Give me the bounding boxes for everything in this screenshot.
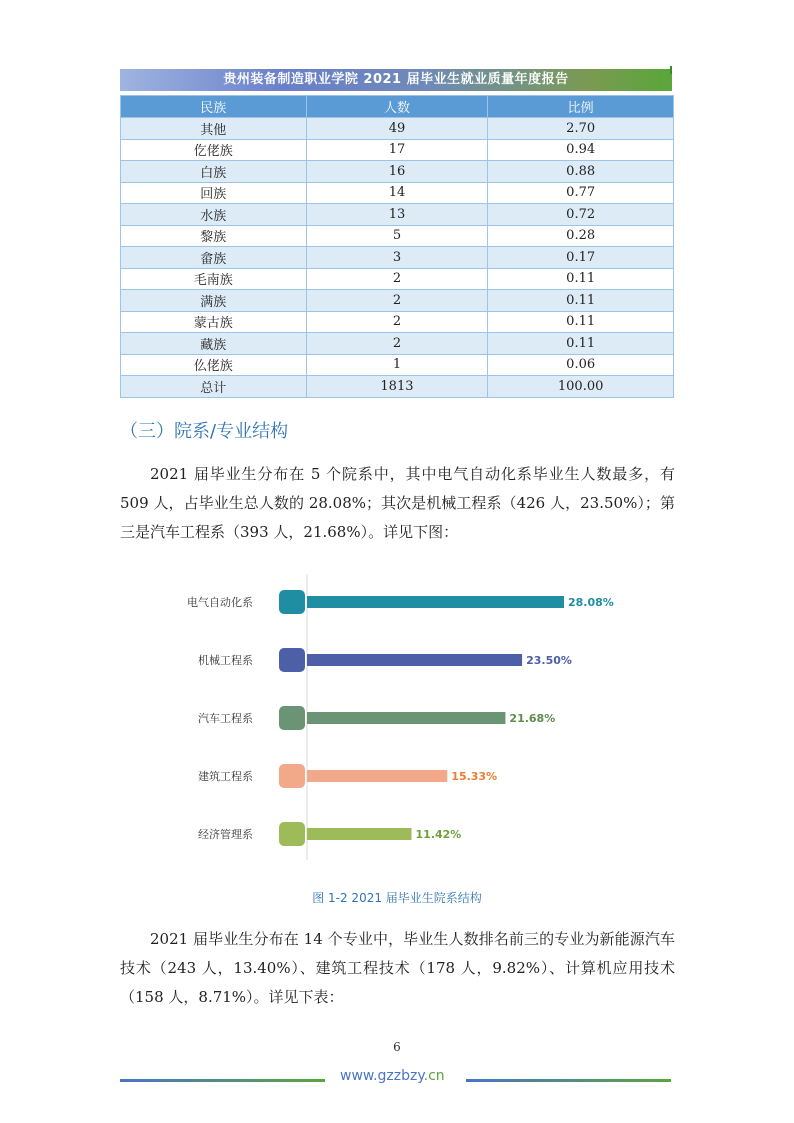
category-marker [279, 822, 305, 846]
cell-count: 13 [306, 204, 488, 226]
cell-ethnicity: 满族 [121, 290, 307, 312]
data-label: 15.33% [451, 770, 498, 783]
table-row [121, 182, 674, 204]
table-total-row [121, 376, 674, 398]
cell-ratio: 0.88 [488, 161, 674, 183]
paragraph-majors: 2021 届毕业生分布在 14 个专业中，毕业生人数排名前三的专业为新能源汽车技术（243 人，13.40%）、建筑工程技术（178 人，9.82%）、计算机应用技术（158 人，8.71%）。详见下表： [120, 930, 675, 1006]
cell-count: 2 [306, 311, 488, 333]
cell-count: 49 [306, 118, 488, 140]
section-heading: （三）院系/专业结构 [120, 421, 289, 442]
cell-ethnicity: 毛南族 [121, 268, 307, 290]
cell-count: 1813 [306, 376, 488, 398]
report-header-band [120, 69, 672, 91]
cell-ethnicity: 黎族 [121, 225, 307, 247]
col-header-count: 人数 [306, 96, 488, 118]
cell-ethnicity: 畲族 [121, 247, 307, 269]
table-header-row [121, 96, 674, 118]
cell-ratio: 2.70 [488, 118, 674, 140]
cell-ratio: 0.11 [488, 290, 674, 312]
table-row [121, 225, 674, 247]
cell-count: 3 [306, 247, 488, 269]
cell-ratio: 0.77 [488, 182, 674, 204]
cell-ethnicity: 蒙古族 [121, 311, 307, 333]
data-label: 28.08% [568, 596, 614, 609]
table-row [121, 204, 674, 226]
bar [307, 828, 412, 840]
table-row [121, 268, 674, 290]
cell-count: 2 [306, 268, 488, 290]
cell-count: 14 [306, 182, 488, 204]
cell-count: 2 [306, 333, 488, 355]
table-row [121, 247, 674, 269]
category-label: 汽车工程系 [198, 712, 253, 725]
category-label: 经济管理系 [198, 828, 253, 841]
cell-ratio: 0.11 [488, 268, 674, 290]
header-tick [670, 66, 672, 74]
cell-ethnicity: 仫佬族 [121, 354, 307, 376]
cell-ratio: 0.17 [488, 247, 674, 269]
bar [307, 654, 522, 666]
category-label: 机械工程系 [198, 654, 253, 667]
cell-ratio: 100.00 [488, 376, 674, 398]
cell-count: 17 [306, 139, 488, 161]
footer-url-tld: .cn [423, 1068, 445, 1084]
cell-ethnicity: 回族 [121, 182, 307, 204]
category-marker [279, 764, 305, 788]
table-row [121, 118, 674, 140]
cell-ethnicity: 水族 [121, 204, 307, 226]
cell-ethnicity: 仡佬族 [121, 139, 307, 161]
table-row [121, 333, 674, 355]
cell-count: 16 [306, 161, 488, 183]
page-number: 6 [393, 1040, 401, 1054]
table-row [121, 161, 674, 183]
cell-ratio: 0.11 [488, 311, 674, 333]
footer-url-domain: www.gzzbzy [340, 1068, 424, 1084]
data-label: 23.50% [526, 654, 572, 667]
table-row [121, 139, 674, 161]
col-header-ethnicity: 民族 [121, 96, 307, 118]
footer-divider-left [120, 1079, 325, 1082]
table-row [121, 354, 674, 376]
cell-ratio: 0.72 [488, 204, 674, 226]
category-marker [279, 648, 305, 672]
cell-ratio: 0.94 [488, 139, 674, 161]
bar [307, 712, 505, 724]
bar [307, 770, 447, 782]
department-bar-chart [150, 570, 650, 870]
category-marker [279, 706, 305, 730]
table-row [121, 311, 674, 333]
data-label: 21.68% [509, 712, 556, 725]
cell-ethnicity: 总计 [121, 376, 307, 398]
cell-ratio: 0.28 [488, 225, 674, 247]
report-header-title: 贵州装备制造职业学院 2021 届毕业生就业质量年度报告 [223, 72, 569, 87]
category-label: 电气自动化系 [187, 596, 253, 609]
cell-count: 1 [306, 354, 488, 376]
paragraph-departments: 2021 届毕业生分布在 5 个院系中，其中电气自动化系毕业生人数最多，有 509 人，占毕业生总人数的 28.08%；其次是机械工程系（426 人，23.50%）；第三是汽车工程系（393 人，21.68%）。详见下图： [120, 465, 675, 541]
table-row [121, 290, 674, 312]
data-label: 11.42% [415, 828, 462, 841]
cell-ratio: 0.11 [488, 333, 674, 355]
cell-count: 2 [306, 290, 488, 312]
category-label: 建筑工程系 [198, 770, 253, 783]
footer-url [340, 1068, 445, 1084]
cell-ethnicity: 藏族 [121, 333, 307, 355]
cell-ethnicity: 白族 [121, 161, 307, 183]
bar [307, 596, 564, 608]
cell-ethnicity: 其他 [121, 118, 307, 140]
category-marker [279, 590, 305, 614]
footer-divider-right [466, 1079, 671, 1082]
figure-caption: 图 1-2 2021 届毕业生院系结构 [312, 891, 482, 905]
ethnicity-table [120, 95, 674, 398]
cell-ratio: 0.06 [488, 354, 674, 376]
cell-count: 5 [306, 225, 488, 247]
col-header-ratio: 比例 [488, 96, 674, 118]
